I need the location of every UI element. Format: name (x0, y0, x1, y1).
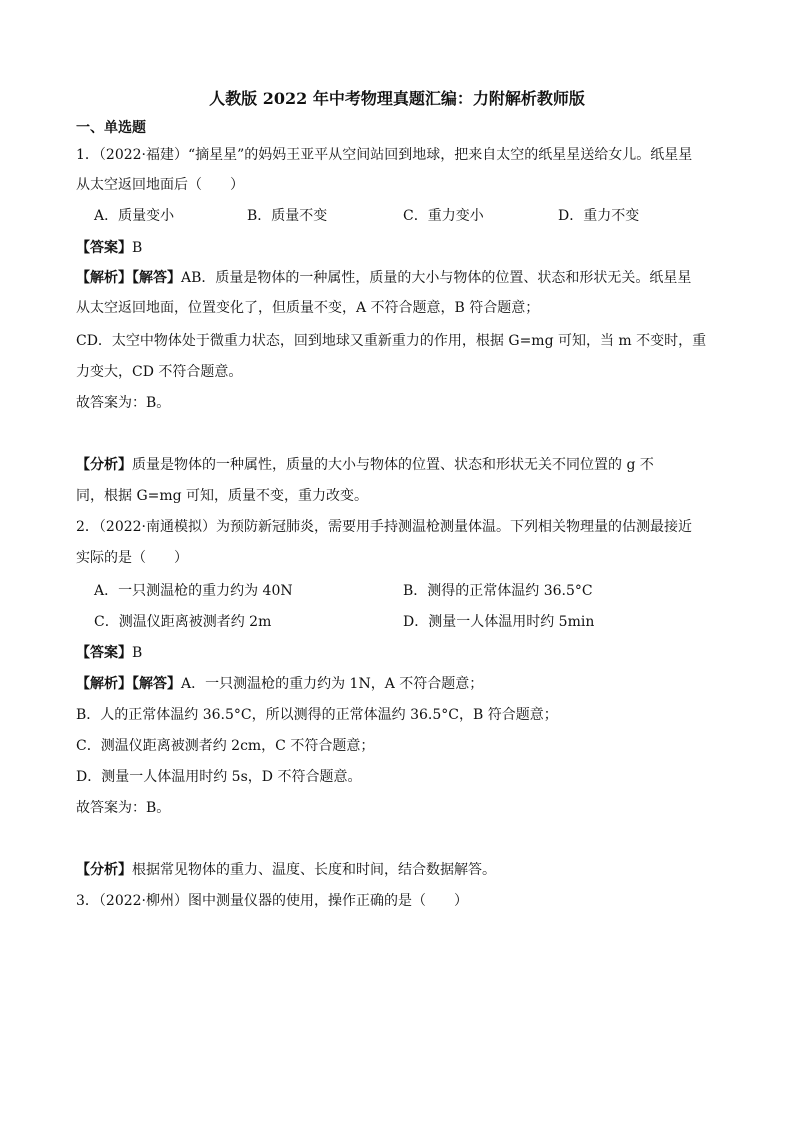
answer-tag: 【答案】 (76, 645, 132, 661)
q2-option-a: A．一只测温枪的重力约为 40N (94, 583, 293, 599)
q2-analysis-line4: D．测量一人体温用时约 5s，D 不符合题意。 (76, 769, 362, 785)
q1-analysis-line3: CD．太空中物体处于微重力状态，回到地球又重新重力的作用，根据 G=mg 可知，当 m 不变时，重 (76, 333, 707, 349)
q2-analysis-line1 (76, 674, 726, 694)
q1-stem-line2: 从太空返回地面后（ ） (76, 177, 244, 193)
q2-analysis-line2: B．人的正常体温约 36.5°C，所以测得的正常体温约 36.5°C，B 符合题意； (76, 707, 558, 723)
q2-conclusion: 故答案为：B。 (76, 800, 171, 816)
answer-value: B (132, 645, 143, 661)
q2-option-b: B．测得的正常体温约 36.5°C (403, 583, 593, 599)
answer-tag: 【答案】 (76, 240, 132, 256)
q1-fenxi-line2: 同，根据 G=mg 可知，质量不变，重力改变。 (76, 488, 369, 504)
q1-analysis-line2: 从太空返回地面，位置变化了，但质量不变，A 不符合题意，B 符合题意； (76, 300, 540, 316)
q2-stem-line2: 实际的是（ ） (76, 550, 188, 566)
analysis-text: AB．质量是物体的一种属性，质量的大小与物体的位置、状态和形状无关。纸星星 (181, 270, 692, 286)
q2-analysis-line3: C．测温仪距离被测者约 2cm，C 不符合题意； (76, 738, 375, 754)
q1-analysis-line1 (76, 268, 726, 288)
q1-answer (76, 238, 726, 258)
analysis-text: A．一只测温枪的重力约为 1N，A 不符合题意； (181, 676, 484, 692)
q1-stem-line1: 1．（2022·福建）“摘星星”的妈妈王亚平从空间站回到地球，把来自太空的纸星星送给女儿。纸星星 (76, 147, 693, 163)
q2-stem-line1: 2．（2022·南通模拟）为预防新冠肺炎，需要用手持测温枪测量体温。下列相关物理量的估测最接近 (76, 519, 692, 535)
analysis-tag: 【解析】【解答】 (76, 270, 181, 286)
fenxi-tag: 【分析】 (76, 457, 132, 473)
document-title: 人教版 2022 年中考物理真题汇编：力附解析教师版 (209, 89, 585, 108)
q1-analysis-line4: 力变大，CD 不符合题意。 (76, 364, 243, 380)
q2-fenxi-line1 (76, 860, 726, 880)
q3-stem-line1: 3．（2022·柳州）图中测量仪器的使用，操作正确的是（ ） (76, 893, 468, 909)
q1-conclusion: 故答案为：B。 (76, 395, 171, 411)
analysis-tag: 【解析】【解答】 (76, 676, 181, 692)
section-heading: 一、单选题 (76, 120, 146, 136)
q1-option-b: B．质量不变 (247, 208, 328, 224)
fenxi-text: 质量是物体的一种属性，质量的大小与物体的位置、状态和形状无关不同位置的 g 不 (132, 457, 654, 473)
q1-fenxi-line1 (76, 455, 726, 475)
q2-option-c: C．测温仪距离被测者约 2m (94, 614, 272, 630)
q2-answer (76, 643, 726, 663)
q1-option-a: A．质量变小 (94, 208, 175, 224)
fenxi-text: 根据常见物体的重力、温度、长度和时间，结合数据解答。 (132, 862, 496, 878)
fenxi-tag: 【分析】 (76, 862, 132, 878)
q2-option-d: D．测量一人体温用时约 5min (403, 614, 595, 630)
q1-option-c: C．重力变小 (403, 208, 484, 224)
q1-option-d: D．重力不变 (558, 208, 640, 224)
answer-value: B (132, 240, 143, 256)
